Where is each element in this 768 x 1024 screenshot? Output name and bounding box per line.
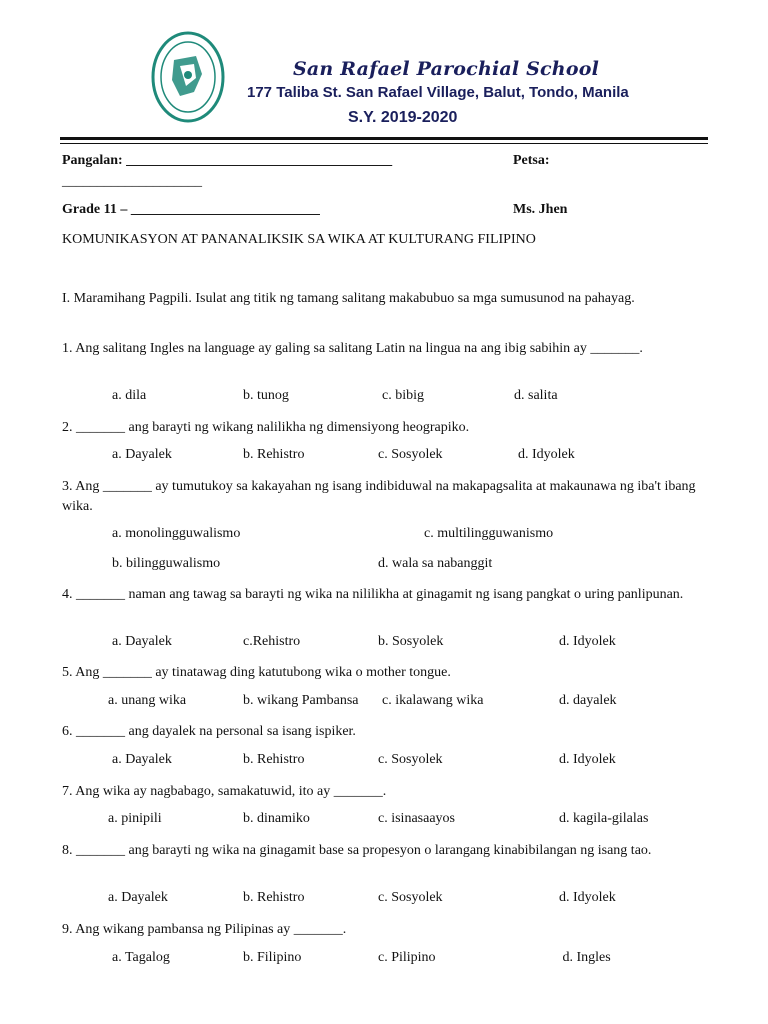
- q6-choice-b[interactable]: b. Rehistro: [243, 752, 305, 767]
- q7-choice-b[interactable]: b. dinamiko: [243, 811, 310, 826]
- q5-choice-b[interactable]: b. wikang Pambansa: [243, 693, 359, 708]
- q4-choice-a[interactable]: a. Dayalek: [112, 634, 172, 649]
- q4-choice-d[interactable]: d. Idyolek: [559, 634, 616, 649]
- school-name: San Rafael Parochial School: [293, 58, 599, 80]
- q1-choice-a[interactable]: a. dila: [112, 388, 147, 403]
- school-address: 177 Taliba St. San Rafael Village, Balut, Tondo, Manila: [247, 84, 629, 101]
- q1-choice-c[interactable]: c. bibig: [382, 388, 424, 403]
- q5-choice-d[interactable]: d. dayalek: [559, 693, 617, 708]
- q9-choice-c[interactable]: c. Pilipino: [378, 950, 436, 965]
- q2-choice-b[interactable]: b. Rehistro: [243, 447, 305, 462]
- q7-choice-d[interactable]: d. kagila-gilalas: [559, 811, 649, 826]
- header-divider-thin: [60, 143, 708, 144]
- question-3: 3. Ang _______ ay tumutukoy sa kakayahan ng isang indibiduwal na makapagsalita at makaunawa ng iba't ibang wika.: [62, 479, 696, 514]
- q2-choice-d[interactable]: d. Idyolek: [518, 447, 575, 462]
- question-1: 1. Ang salitang Ingles na language ay galing sa salitang Latin na lingua na ang ibig sabihin ay _______.: [62, 341, 643, 356]
- q9-choice-d[interactable]: d. Ingles: [559, 950, 611, 965]
- question-4: 4. _______ naman ang tawag sa barayti ng wika na nililikha at ginagamit ng isang pangkat o uring panlipunan.: [62, 587, 684, 602]
- q7-choice-a[interactable]: a. pinipili: [108, 811, 162, 826]
- question-9: 9. Ang wikang pambansa ng Pilipinas ay _______.: [62, 922, 347, 937]
- subject-title: KOMUNIKASYON AT PANANALIKSIK SA WIKA AT KULTURANG FILIPINO: [62, 232, 536, 247]
- school-seal-logo: [150, 30, 226, 124]
- q6-choice-d[interactable]: d. Idyolek: [559, 752, 616, 767]
- name-field[interactable]: Pangalan: ______________________________________: [62, 153, 393, 168]
- q8-choice-d[interactable]: d. Idyolek: [559, 890, 616, 905]
- q8-choice-c[interactable]: c. Sosyolek: [378, 890, 443, 905]
- q8-choice-a[interactable]: a. Dayalek: [108, 890, 168, 905]
- q9-choice-a[interactable]: a. Tagalog: [112, 950, 170, 965]
- teacher-name: Ms. Jhen: [513, 202, 568, 217]
- q5-choice-c[interactable]: c. ikalawang wika: [382, 693, 484, 708]
- date-field[interactable]: ____________________: [62, 174, 202, 189]
- q2-choice-c[interactable]: c. Sosyolek: [378, 447, 443, 462]
- question-6: 6. _______ ang dayalek na personal sa isang ispiker.: [62, 724, 356, 739]
- q6-choice-c[interactable]: c. Sosyolek: [378, 752, 443, 767]
- q1-choice-b[interactable]: b. tunog: [243, 388, 289, 403]
- instructions: I. Maramihang Pagpili. Isulat ang titik ng tamang salitang makabubuo sa mga sumusunod na pahayag.: [62, 291, 635, 306]
- q3-choice-a[interactable]: a. monolingguwalismo: [112, 526, 241, 541]
- q9-choice-b[interactable]: b. Filipino: [243, 950, 302, 965]
- q3-choice-c[interactable]: c. multilingguwanismo: [424, 526, 554, 541]
- q7-choice-c[interactable]: c. isinasaayos: [378, 811, 455, 826]
- question-8: 8. _______ ang barayti ng wika na ginagamit base sa propesyon o larangang kinabibilangan ng isang tao.: [62, 843, 652, 858]
- q2-choice-a[interactable]: a. Dayalek: [112, 447, 172, 462]
- q4-choice-b[interactable]: b. Sosyolek: [378, 634, 444, 649]
- q5-choice-a[interactable]: a. unang wika: [108, 693, 187, 708]
- question-5: 5. Ang _______ ay tinatawag ding katutubong wika o mother tongue.: [62, 665, 451, 680]
- header-divider: [60, 137, 708, 140]
- q3-choice-b[interactable]: b. bilingguwalismo: [112, 556, 221, 571]
- school-year: S.Y. 2019-2020: [348, 109, 458, 126]
- question-2: 2. _______ ang barayti ng wikang nalilikha ng dimensiyong heograpiko.: [62, 420, 470, 435]
- q8-choice-b[interactable]: b. Rehistro: [243, 890, 305, 905]
- grade-field[interactable]: Grade 11 – ___________________________: [62, 202, 320, 217]
- question-7: 7. Ang wika ay nagbabago, samakatuwid, ito ay _______.: [62, 784, 387, 799]
- q3-choice-d[interactable]: d. wala sa nabanggit: [378, 556, 493, 571]
- q4-choice-c[interactable]: c.Rehistro: [243, 634, 301, 649]
- date-label: Petsa:: [513, 153, 550, 168]
- q6-choice-a[interactable]: a. Dayalek: [112, 752, 172, 767]
- q1-choice-d[interactable]: d. salita: [514, 388, 558, 403]
